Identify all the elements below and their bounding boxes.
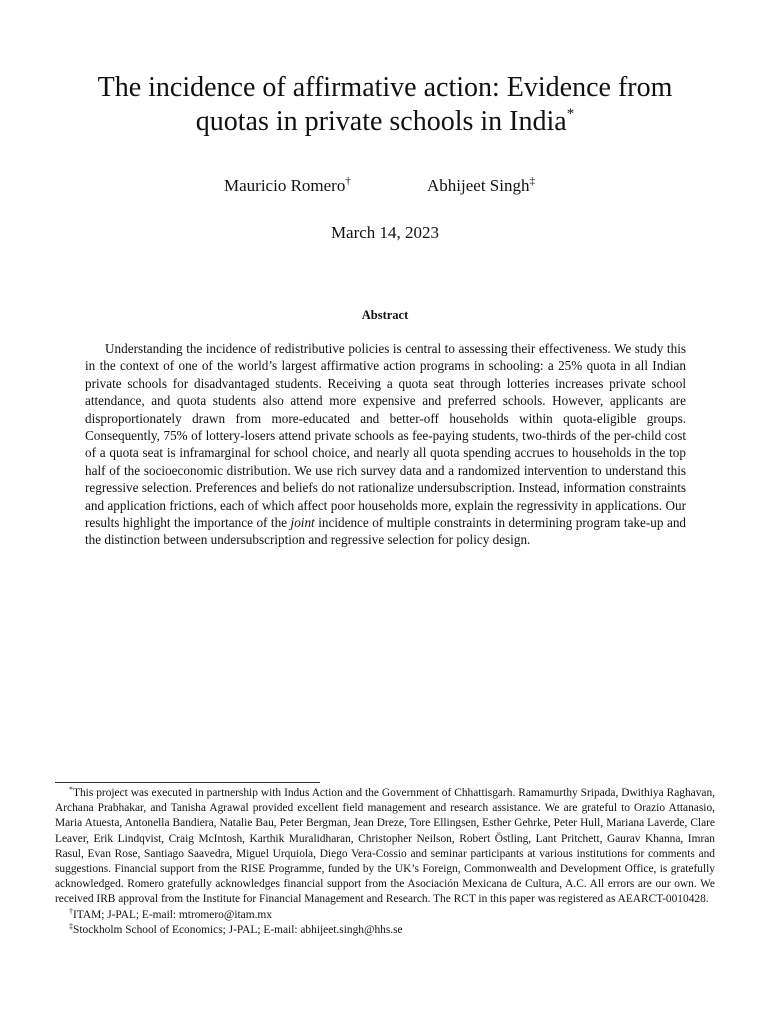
footnote-text: Stockholm School of Economics; J-PAL; E-mail: abhijeet.singh@hhs.se — [73, 923, 403, 936]
paper-date: March 14, 2023 — [330, 223, 440, 242]
footnote-text: ITAM; J-PAL; E-mail: mtromero@itam.mx — [73, 908, 272, 921]
abstract-emphasis: joint — [290, 515, 315, 531]
footnote-mark: ‡ — [69, 921, 73, 931]
author-name: Abhijeet Singh — [427, 176, 530, 195]
paper-title — [60, 71, 710, 139]
author-footnote-mark[interactable]: ‡ — [529, 175, 535, 187]
author-name: Mauricio Romero — [224, 176, 346, 195]
abstract-body — [85, 340, 686, 549]
footnote-acknowledgements — [55, 786, 715, 908]
footnote-singh — [55, 923, 715, 938]
footnote-text: This project was executed in partnership with Indus Action and the Government of Chhattisgarh. Ramamurthy Sripada, Dwithiya Raghavan, Archana Prabhakar, and Tanisha Agrawal provided excellent field management and research assistance. We are grateful to Orazio Attanasio, Maria Atuesta, Antonella Bandiera, Natalie Bau, Peter Bergman, Jean Dreze, Tore Ellingsen, Esther Gehrke, Peter Hull, Mariana Laverde, Clare Leaver, Erik Lindqvist, Craig McIntosh, Karthik Muralidharan, Christopher Neilson, Robert Östling, Lant Pritchett, Gaurav Khanna, Imran Rasul, Evan Rose, Santiago Saavedra, Miguel Urquiola, Diego Vera-Cossio and seminar participants at various institutions for comments and suggestions. Financial support from the RISE Programme, funded by the UK’s Foreign, Commonwealth and Development Office, is gratefully acknowledged. Romero gratefully acknowledges financial support from the Asociación Mexicana de Cultura, A.C. All errors are our own. We received IRB approval from the Institute for Financial Management and Research. The RCT in this paper was registered as AEARCT-0010428. — [55, 787, 715, 906]
footnote-divider — [55, 782, 320, 783]
author-singh — [427, 175, 535, 197]
paper-title-text: The incidence of affirmative action: Evidence from quotas in private schools in India — [97, 72, 673, 137]
abstract-heading: Abstract — [361, 308, 409, 322]
footnote-mark: † — [69, 906, 73, 916]
footnotes — [55, 786, 715, 938]
footnote-mark: * — [69, 785, 73, 794]
title-footnote-mark[interactable]: * — [566, 106, 575, 122]
author-romero — [224, 175, 351, 197]
abstract-text-part: incidence of multiple constraints in determining program take-up and the distinction between undersubscription and regressive selection for policy design. — [85, 515, 687, 548]
abstract-text-part: Understanding the incidence of redistributive policies is central to assessing their effectiveness. We study this in the context of one of the world’s largest affirmative action programs in schooling: a 25% quota in all Indian private schools for disadvantaged students. Receiving a quota seat through lotteries increases private school attendance, and quota students also attend more expensive and preferred schools. However, applicants are disproportionately drawn from more-educated and better-off households within quota-eligible groups. Consequently, 75% of lottery-losers attend private schools as fee-paying students, two-thirds of the per-child cost of a quota seat is inframarginal for school choice, and nearly all quota spending accrues to households in the top half of the socioeconomic distribution. We use rich survey data and a randomized intervention to understand this regressive selection. Preferences and beliefs do not rationalize undersubscription. Instead, information constraints and application frictions, each of which affect poor households more, explain the regressivity in applications. Our results highlight the importance of the — [85, 341, 686, 531]
author-footnote-mark[interactable]: † — [345, 175, 351, 187]
footnote-romero — [55, 908, 715, 923]
